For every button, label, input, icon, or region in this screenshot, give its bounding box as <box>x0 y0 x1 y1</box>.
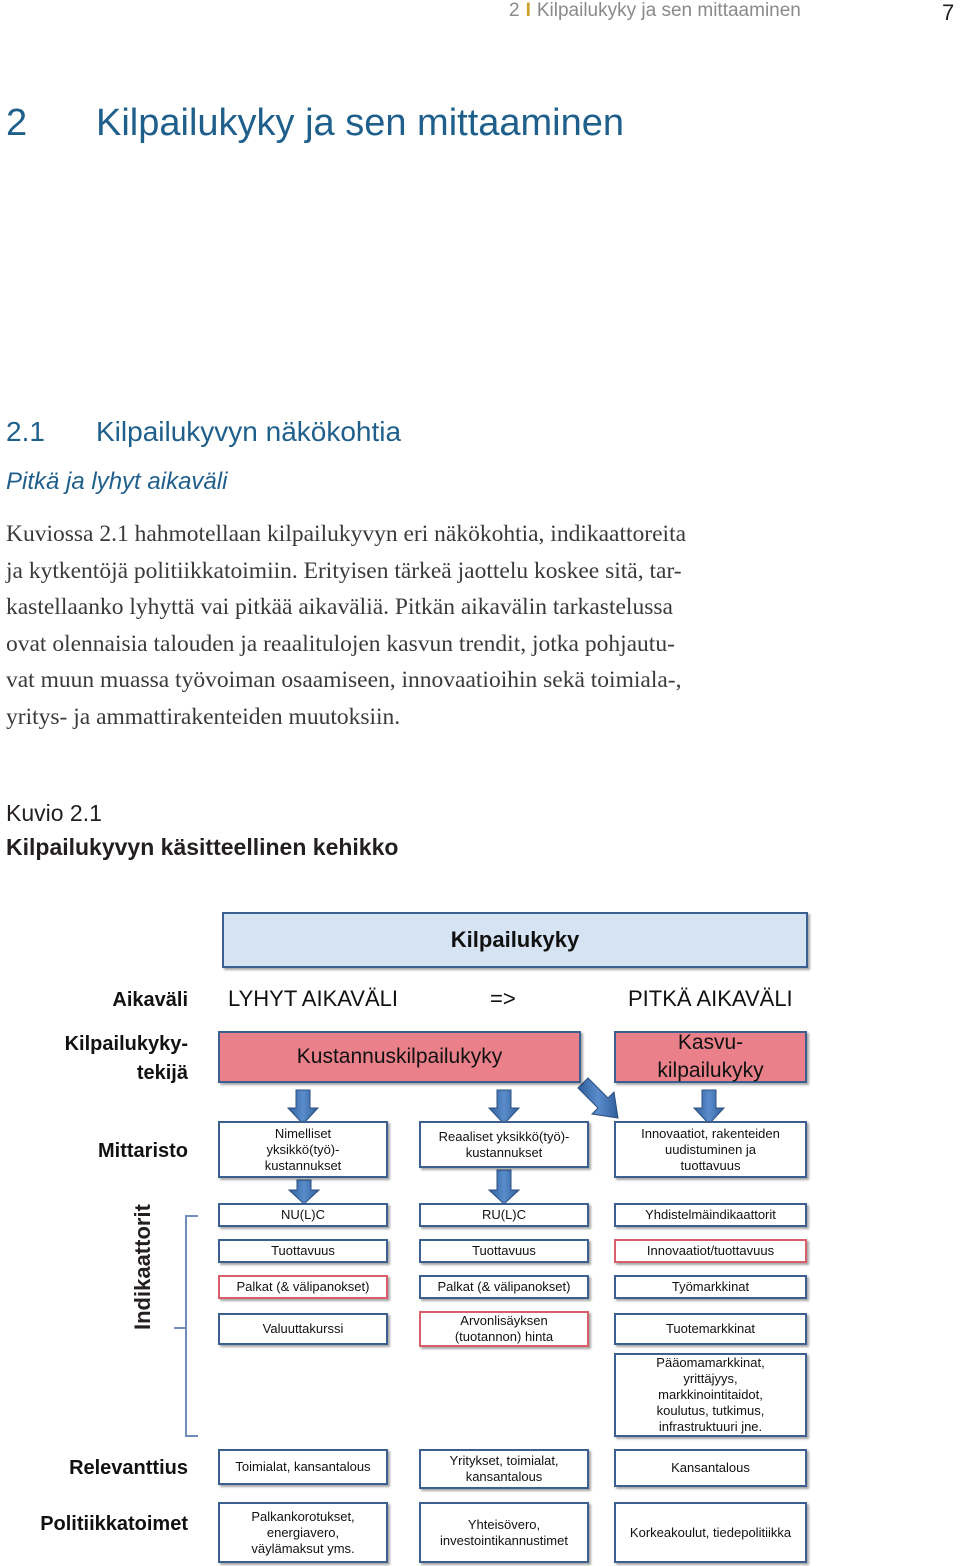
label-tekija-line: tekijä <box>136 1062 188 1084</box>
metric-line: Reaaliset yksikkö(työ)- <box>438 1128 570 1144</box>
relevance-col3: Kansantalous <box>614 1449 807 1487</box>
running-header-num: 2 <box>509 0 520 21</box>
label-politiikkatoimet: Politiikkatoimet <box>40 1513 188 1535</box>
label-indikaattorit: Indikaattorit <box>130 1204 155 1330</box>
indicator-wages-1: Palkat (& välipanokset) <box>218 1275 388 1299</box>
section-title: Kilpailukyvyn näkökohtia <box>96 416 402 447</box>
chapter-number: 2 <box>6 102 28 144</box>
page-number: 7 <box>942 0 955 25</box>
relevance-line: Yritykset, toimialat, <box>449 1453 559 1468</box>
relevance-line: kansantalous <box>465 1469 543 1484</box>
body-line: ovat olennaisia talouden ja reaalitulojen kasvun trendit, jotka pohjautu- <box>6 630 675 657</box>
body-line: yritys- ja ammattirakenteiden muutoksiin. <box>6 703 401 730</box>
scale-arrow: => <box>490 986 516 1011</box>
policy-col2 <box>419 1502 589 1563</box>
indicator-bracket <box>174 1216 198 1436</box>
indicator-line: infrastruktuuri jne. <box>658 1419 763 1434</box>
label-mittaristo: Mittaristo <box>98 1140 188 1162</box>
growth-line: kilpailukyky <box>657 1059 764 1082</box>
policy-line: väylämaksut yms. <box>251 1540 355 1556</box>
indicator-nulc: NU(L)C <box>218 1203 388 1227</box>
running-header-title: Kilpailukyky ja sen mittaaminen <box>536 0 801 21</box>
metric-line: Nimelliset <box>274 1125 332 1141</box>
policy-line: investointikannustimet <box>440 1532 568 1548</box>
scale-long: PITKÄ AIKAVÄLI <box>628 986 793 1011</box>
indicator-capital-markets <box>614 1353 807 1437</box>
policy-line: Palkankorotukset, <box>251 1508 355 1524</box>
arrow-down-3 <box>694 1090 724 1124</box>
chapter-title: Kilpailukyky ja sen mittaaminen <box>96 102 625 144</box>
body-line: vat muun muassa työvoiman osaamiseen, innovaatioihin sekä toimiala-, <box>6 667 682 693</box>
arrow-diagonal <box>578 1078 618 1118</box>
cost-competitiveness-box: Kustannuskilpailukyky <box>218 1031 581 1083</box>
figure-caption-number: Kuvio 2.1 <box>6 800 102 826</box>
metric-line: tuottavuus <box>680 1157 741 1173</box>
section-number: 2.1 <box>6 416 45 447</box>
growth-competitiveness-box <box>614 1031 807 1083</box>
indicator-innovation-productivity: Innovaatiot/tuottavuus <box>614 1239 807 1263</box>
indicator-product-markets: Tuotemarkkinat <box>614 1313 807 1345</box>
policy-line: energiavero, <box>266 1524 340 1540</box>
running-header-separator: I <box>525 0 531 21</box>
policy-line: Yhteisövero, <box>467 1516 541 1532</box>
label-tekija <box>30 1030 188 1088</box>
metric-nominal-box <box>218 1121 388 1178</box>
arrow-down-4 <box>289 1180 319 1204</box>
label-tekija-line: Kilpailukyky- <box>64 1033 188 1055</box>
indicator-line: koulutus, tutkimus, <box>656 1403 765 1418</box>
metric-line: Innovaatiot, rakenteiden <box>641 1125 780 1141</box>
indicator-line: yrittäjyys, <box>683 1371 738 1386</box>
indicator-line: Pääomamarkkinat, <box>656 1355 765 1370</box>
body-line: ja kytkentöjä politiikkatoimiin. Erityisen tärkeä jaottelu koskee sitä, tar- <box>6 557 682 584</box>
indicator-exchange-rate: Valuuttakurssi <box>218 1313 388 1345</box>
metric-line: kustannukset <box>465 1144 543 1160</box>
metric-innovation-box <box>614 1121 807 1178</box>
metric-line: yksikkö(työ)- <box>266 1141 340 1157</box>
metric-real-box <box>419 1121 589 1168</box>
indicator-composite: Yhdistelmäindikaattorit <box>614 1203 807 1227</box>
arrow-down-2 <box>489 1090 519 1124</box>
indicator-productivity-2: Tuottavuus <box>419 1239 589 1263</box>
body-line: Kuviossa 2.1 hahmotellaan kilpailukyvyn eri näkökohtia, indikaattoreita <box>6 521 687 547</box>
metric-line: uudistuminen ja <box>664 1141 757 1157</box>
indicator-productivity-1: Tuottavuus <box>218 1239 388 1263</box>
metric-line: kustannukset <box>264 1157 342 1173</box>
arrow-down-1 <box>288 1090 318 1124</box>
policy-col3: Korkeakoulut, tiedepolitiikka <box>614 1502 807 1563</box>
relevance-col2 <box>419 1449 589 1489</box>
label-relevanttius: Relevanttius <box>69 1457 188 1479</box>
label-aikavali: Aikaväli <box>112 989 188 1011</box>
policy-col1 <box>218 1502 388 1563</box>
indicator-value-added-price: Arvonlisäyksen (tuotannon) hinta <box>419 1311 589 1347</box>
figure-caption-title: Kilpailukyvyn käsitteellinen kehikko <box>6 834 399 860</box>
indicator-labour-markets: Työmarkkinat <box>614 1275 807 1299</box>
growth-line: Kasvu- <box>677 1031 744 1054</box>
body-line: kastellaanko lyhyttä vai pitkää aikaväliä. Pitkän aikavälin tarkastelussa <box>6 594 673 620</box>
indicator-rulc: RU(L)C <box>419 1203 589 1227</box>
subsection-heading: Pitkä ja lyhyt aikaväli <box>6 468 228 495</box>
indicator-wages-2: Palkat (& välipanokset) <box>419 1275 589 1299</box>
relevance-col1: Toimialat, kansantalous <box>218 1449 388 1485</box>
arrow-down-5 <box>489 1170 519 1204</box>
competitiveness-box: Kilpailukyky <box>222 912 808 968</box>
indicator-line: markkinointitaidot, <box>658 1387 763 1402</box>
scale-short: LYHYT AIKAVÄLI <box>228 986 398 1011</box>
